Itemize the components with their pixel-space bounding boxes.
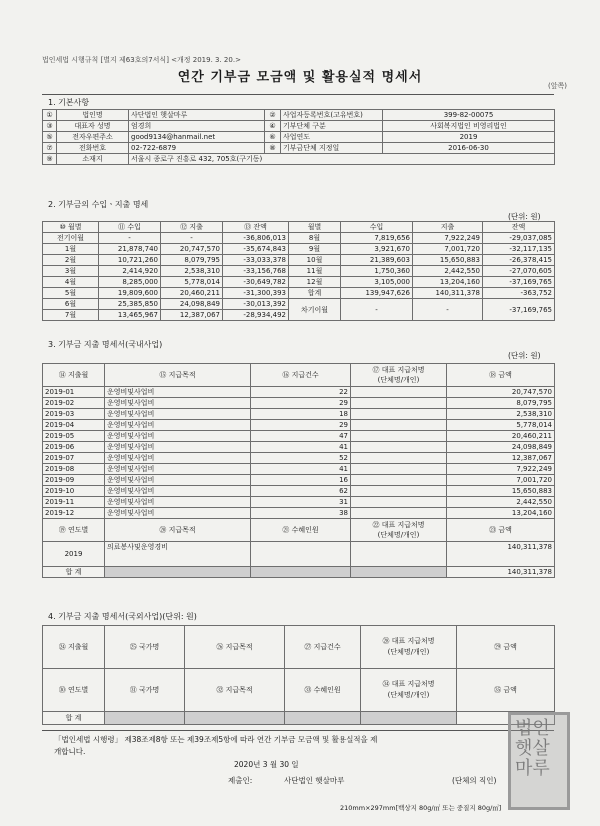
cell: 2월 — [43, 255, 99, 266]
cell: 2,442,550 — [413, 266, 483, 277]
cell: 운영비및사업비 — [105, 431, 251, 442]
cell: -37,169,765 — [483, 277, 555, 288]
cell: 140,311,378 — [447, 567, 555, 578]
table-row — [43, 277, 555, 288]
cell: ⑯ 지급건수 — [251, 364, 351, 387]
cell: 운영비및사업비 — [105, 508, 251, 519]
cell: 16 — [251, 475, 351, 486]
table-row — [43, 497, 555, 508]
cell: 2019-07 — [43, 453, 105, 464]
table-row — [43, 431, 555, 442]
cell: ㉓ 금액 — [447, 519, 555, 542]
cell: 운영비및사업비 — [105, 409, 251, 420]
cell: 41 — [251, 442, 351, 453]
cell: 사업자등록번호(고유번호) — [281, 110, 383, 121]
cell — [351, 519, 447, 542]
cell: 29 — [251, 398, 351, 409]
cell: 2019-04 — [43, 420, 105, 431]
cell — [351, 453, 447, 464]
shaded-cell — [105, 712, 185, 725]
cell: 139,947,626 — [341, 288, 413, 299]
table-row — [43, 132, 555, 143]
section3-heading: 3. 기부금 지출 명세서(국내사업) — [48, 340, 163, 349]
table-row — [43, 299, 555, 310]
cell: 8,285,000 — [99, 277, 161, 288]
cell-line: ⑰ 대표 지급처명 — [372, 366, 425, 374]
cell: 2019-08 — [43, 464, 105, 475]
table-row — [43, 486, 555, 497]
cell — [361, 626, 457, 669]
cell: 2019-12 — [43, 508, 105, 519]
cell — [351, 442, 447, 453]
cell: 31 — [251, 497, 351, 508]
cell: ㉛ 국가명 — [105, 669, 185, 712]
paper-spec: 210mm×297mm[백상지 80g/㎡ 또는 중질지 80g/㎡] — [340, 804, 502, 812]
table-row — [43, 519, 555, 542]
section4-heading: 4. 기부금 지출 명세서(국외사업)(단위: 원) — [48, 612, 197, 621]
cell: 13,465,967 — [99, 310, 161, 321]
cell: ㉝ 수혜인원 — [285, 669, 361, 712]
cell: 7,819,656 — [341, 233, 413, 244]
cell: 47 — [251, 431, 351, 442]
cell: -36,806,013 — [223, 233, 289, 244]
cell: 월별 — [289, 222, 341, 233]
cell: 19,809,600 — [99, 288, 161, 299]
cell: 운영비및사업비 — [105, 475, 251, 486]
cell: ㉗ 지급건수 — [285, 626, 361, 669]
cell: 25,385,850 — [99, 299, 161, 310]
cell — [351, 431, 447, 442]
cell: 2019 — [43, 542, 105, 567]
cell: 사단법인 햇살마루 — [129, 110, 265, 121]
cell: 전기이월 — [43, 233, 99, 244]
cell: ⑩ 월별 — [43, 222, 99, 233]
cell: 운영비및사업비 — [105, 420, 251, 431]
domestic-expense-table — [42, 363, 555, 578]
table-row — [43, 121, 555, 132]
cell: 2019-10 — [43, 486, 105, 497]
seal-lettering: 법인햇살마루 — [515, 718, 550, 779]
cell-line: ㉒ 대표 지급처명 — [372, 521, 425, 529]
cell — [361, 669, 457, 712]
cell: ⑳ 지급목적 — [105, 519, 251, 542]
cell: -26,378,415 — [483, 255, 555, 266]
cell: -27,070,605 — [483, 266, 555, 277]
shaded-cell — [361, 712, 457, 725]
cell: 2019-06 — [43, 442, 105, 453]
table-row — [43, 398, 555, 409]
cell: 사업연도 — [281, 132, 383, 143]
table-row — [43, 669, 555, 712]
cell: 15,650,883 — [447, 486, 555, 497]
cell: 대표자 성명 — [57, 121, 129, 132]
cell: 140,311,378 — [447, 542, 555, 567]
cell: -363,752 — [483, 288, 555, 299]
cell: -31,300,393 — [223, 288, 289, 299]
table-row — [43, 508, 555, 519]
cell: 2,414,920 — [99, 266, 161, 277]
cell — [351, 542, 447, 567]
cell: 7,001,720 — [413, 244, 483, 255]
cell: 2019-05 — [43, 431, 105, 442]
cell: 법인명 — [57, 110, 129, 121]
cell: 5,778,014 — [161, 277, 223, 288]
cell: 운영비및사업비 — [105, 497, 251, 508]
cell: -30,649,782 — [223, 277, 289, 288]
total-row — [43, 712, 555, 725]
cell-line: (단체명/개인) — [377, 376, 420, 384]
table-row — [43, 233, 555, 244]
table-row — [43, 244, 555, 255]
cell: 2019-03 — [43, 409, 105, 420]
cell-line: (단체명/개인) — [377, 531, 420, 539]
cell: 2019-01 — [43, 387, 105, 398]
cell: ㉕ 국가명 — [105, 626, 185, 669]
cell: 22 — [251, 387, 351, 398]
cell: 20,460,211 — [161, 288, 223, 299]
cell: ⑥ — [265, 132, 281, 143]
cell: 4월 — [43, 277, 99, 288]
cell — [351, 464, 447, 475]
cell: 2,538,310 — [447, 409, 555, 420]
cell: 3월 — [43, 266, 99, 277]
cell: 5,778,014 — [447, 420, 555, 431]
table-row — [43, 288, 555, 299]
table-row — [43, 409, 555, 420]
cell: 12월 — [289, 277, 341, 288]
cell: 기부단체 구분 — [281, 121, 383, 132]
cell: 62 — [251, 486, 351, 497]
cell: ⑭ 지출월 — [43, 364, 105, 387]
cell: -37,169,765 — [483, 299, 555, 321]
cell: ㉟ 금액 — [457, 669, 555, 712]
cell: 21,389,603 — [341, 255, 413, 266]
cell: 7,001,720 — [447, 475, 555, 486]
cell — [351, 364, 447, 387]
cell: 운영비및사업비 — [105, 398, 251, 409]
cell: 수입 — [341, 222, 413, 233]
cell: 29 — [251, 420, 351, 431]
cell: - — [161, 233, 223, 244]
cell: 사회복지법인 비영리법인 — [383, 121, 555, 132]
cell — [351, 409, 447, 420]
cell: 7,922,249 — [413, 233, 483, 244]
cell: 소재지 — [57, 154, 129, 165]
shaded-cell — [285, 712, 361, 725]
shaded-cell — [251, 567, 351, 578]
basic-info-table — [42, 109, 555, 165]
shaded-cell — [351, 567, 447, 578]
cell: ④ — [265, 121, 281, 132]
cell: 운영비및사업비 — [105, 453, 251, 464]
form-title: 연간 기부금 모금액 및 활용실적 명세서 — [177, 70, 423, 85]
cell: 2,538,310 — [161, 266, 223, 277]
cell-line: (단체명/개인) — [387, 691, 430, 699]
cell: 13,204,160 — [447, 508, 555, 519]
cell: 41 — [251, 464, 351, 475]
cell: 의료봉사및운영경비 — [105, 542, 251, 567]
cell — [351, 475, 447, 486]
total-label: 합 계 — [43, 712, 105, 725]
table-row — [43, 542, 555, 567]
cell: 3,105,000 — [341, 277, 413, 288]
cell: 21,878,740 — [99, 244, 161, 255]
cell: -30,013,392 — [223, 299, 289, 310]
cell: 20,747,570 — [447, 387, 555, 398]
cell: ⑦ — [43, 143, 57, 154]
cell: 10,721,260 — [99, 255, 161, 266]
cell: ㉑ 수혜인원 — [251, 519, 351, 542]
cell: good9134@hanmail.net — [129, 132, 265, 143]
section2-unit: (단위: 원) — [508, 212, 541, 221]
cell — [351, 387, 447, 398]
cell: 합계 — [289, 288, 341, 299]
divider — [42, 94, 554, 95]
cell: 12,387,067 — [161, 310, 223, 321]
form-reference: 법인세법 시행규칙 [별지 제63호의7서식] <개정 2019. 3. 20.> — [42, 56, 241, 64]
cell: ㉚ 연도별 — [43, 669, 105, 712]
cell — [351, 398, 447, 409]
cell: 8월 — [289, 233, 341, 244]
cell: ⑲ 연도별 — [43, 519, 105, 542]
shaded-cell — [185, 712, 285, 725]
cell: 기부금단체 지정일 — [281, 143, 383, 154]
overseas-expense-table — [42, 625, 555, 725]
cell: 2019 — [383, 132, 555, 143]
cell — [351, 486, 447, 497]
cell: 9월 — [289, 244, 341, 255]
cell: 차기이월 — [289, 299, 341, 321]
table-row — [43, 464, 555, 475]
cell: ㉜ 지급목적 — [185, 669, 285, 712]
cell: - — [341, 299, 413, 321]
cell: -33,033,378 — [223, 255, 289, 266]
cell — [351, 497, 447, 508]
cell: 13,204,160 — [413, 277, 483, 288]
cell: 18 — [251, 409, 351, 420]
table-row — [43, 364, 555, 387]
cell: 서울시 종로구 진흥로 432, 705호(구기동) — [129, 154, 555, 165]
cell: 24,098,849 — [447, 442, 555, 453]
submitter-label: 제출인: — [228, 776, 253, 785]
cell: ① — [43, 110, 57, 121]
cell: -33,156,768 — [223, 266, 289, 277]
cell: ⑱ 금액 — [447, 364, 555, 387]
cell — [251, 542, 351, 567]
cell: 2019-02 — [43, 398, 105, 409]
table-row — [43, 475, 555, 486]
cell-line: ㉘ 대표 지급처명 — [382, 637, 435, 645]
cell: 지출 — [413, 222, 483, 233]
cell: 전자우편주소 — [57, 132, 129, 143]
footer-statement-cont: 개합니다. — [54, 747, 86, 756]
cell: 7월 — [43, 310, 99, 321]
cell: 15,650,883 — [413, 255, 483, 266]
cell: 11월 — [289, 266, 341, 277]
table-row — [43, 420, 555, 431]
total-row — [43, 567, 555, 578]
cell: 24,098,849 — [161, 299, 223, 310]
cell: 1월 — [43, 244, 99, 255]
cell: ㉔ 지출월 — [43, 626, 105, 669]
cell: 합 계 — [43, 567, 105, 578]
cell: 52 — [251, 453, 351, 464]
seal-label: (단체의 직인) — [452, 776, 497, 785]
cell: ⑫ 지출 — [161, 222, 223, 233]
cell: 2019-11 — [43, 497, 105, 508]
page-side: (앞쪽) — [548, 82, 567, 90]
cell: 6월 — [43, 299, 99, 310]
cell: 12,387,067 — [447, 453, 555, 464]
cell: 20,460,211 — [447, 431, 555, 442]
table-row — [43, 266, 555, 277]
table-row — [43, 255, 555, 266]
cell: 잔액 — [483, 222, 555, 233]
cell: 운영비및사업비 — [105, 442, 251, 453]
cell: 5월 — [43, 288, 99, 299]
cell: -28,934,492 — [223, 310, 289, 321]
cell — [351, 420, 447, 431]
footer-statement: 「법인세법 시행령」 제38조제8항 또는 제39조제5항에 따라 연간 기부금 모금액 및 활용실적을 제 — [54, 735, 378, 744]
table-row — [43, 626, 555, 669]
section1-heading: 1. 기본사항 — [48, 98, 90, 107]
cell: 엄경희 — [129, 121, 265, 132]
cell: ㉙ 금액 — [457, 626, 555, 669]
cell: 02-722-6879 — [129, 143, 265, 154]
cell: 운영비및사업비 — [105, 486, 251, 497]
cell: 140,311,378 — [413, 288, 483, 299]
shaded-cell — [105, 567, 251, 578]
cell: ⑮ 지급목적 — [105, 364, 251, 387]
cell-line: (단체명/개인) — [387, 648, 430, 656]
cell: ⑤ — [43, 132, 57, 143]
table-row — [43, 387, 555, 398]
submitter-name: 사단법인 햇살마루 — [284, 776, 345, 785]
cell: 7,922,249 — [447, 464, 555, 475]
cell: 2019-09 — [43, 475, 105, 486]
cell: - — [413, 299, 483, 321]
cell: 전화번호 — [57, 143, 129, 154]
table-row — [43, 154, 555, 165]
submit-date: 2020년 3 월 30 일 — [234, 760, 299, 769]
organization-seal — [508, 712, 570, 810]
cell: 2016-06-30 — [383, 143, 555, 154]
cell: ③ — [43, 121, 57, 132]
section3-unit: (단위: 원) — [508, 351, 541, 360]
cell: 2,442,550 — [447, 497, 555, 508]
section2-heading: 2. 기부금의 수입ㆍ지출 명세 — [48, 200, 149, 209]
cell: ⑨ — [43, 154, 57, 165]
cell: -32,117,135 — [483, 244, 555, 255]
cell: 10월 — [289, 255, 341, 266]
cell: ⑧ — [265, 143, 281, 154]
cell: 3,921,670 — [341, 244, 413, 255]
cell: ㉖ 지급목적 — [185, 626, 285, 669]
cell: ⑬ 잔액 — [223, 222, 289, 233]
cell: -35,674,843 — [223, 244, 289, 255]
cell: 399-82-00075 — [383, 110, 555, 121]
cell — [351, 508, 447, 519]
income-expense-table — [42, 221, 555, 321]
table-row — [43, 442, 555, 453]
cell: 8,079,795 — [161, 255, 223, 266]
cell: ⑪ 수입 — [99, 222, 161, 233]
cell: -29,037,085 — [483, 233, 555, 244]
cell: 1,750,360 — [341, 266, 413, 277]
cell: 38 — [251, 508, 351, 519]
divider — [42, 730, 554, 731]
cell: ② — [265, 110, 281, 121]
cell: 운영비및사업비 — [105, 464, 251, 475]
table-row — [43, 110, 555, 121]
table-row — [43, 143, 555, 154]
cell: 운영비및사업비 — [105, 387, 251, 398]
cell-line: ㉞ 대표 지급처명 — [382, 680, 435, 688]
table-row — [43, 222, 555, 233]
cell: 8,079,795 — [447, 398, 555, 409]
table-row — [43, 453, 555, 464]
cell: 20,747,570 — [161, 244, 223, 255]
cell: - — [99, 233, 161, 244]
